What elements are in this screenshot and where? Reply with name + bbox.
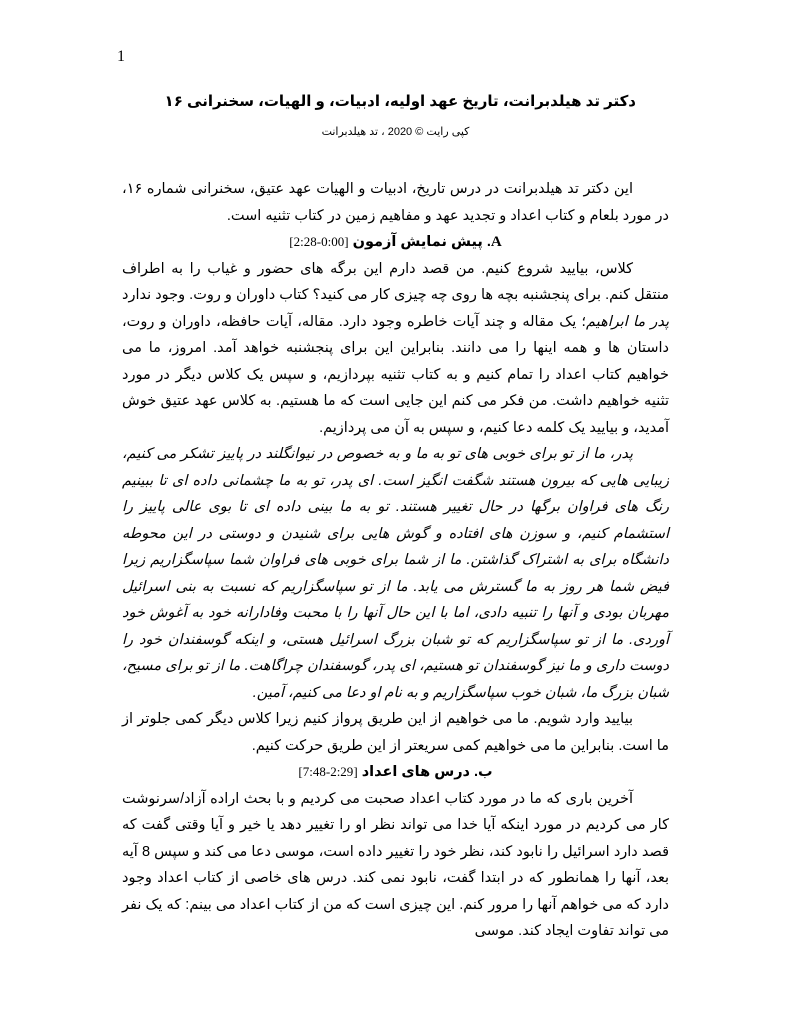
paragraph-3: آخرین باری که ما در مورد کتاب اعداد صحبت می کردیم و با بحث اراده آزاد/سرنوشت کار می کردیم در مورد اینکه آیا خدا می تواند نظر او را تغییر دهد یا خیر و آیا وقتی گفت که قصد دارد اسرائیل را نابود کند، نظر خود را تغییر داده است، موسی دعا می کند و سپس 8 آیه بعد، آنها را همانطور که در ابتدا گفت، نابود نمی کند. درس های خاصی از کتاب اعداد وجود دارد که می خواهم آنها را مرور کنم. این چیزی است که من از کتاب اعداد می بینم: که یک نفر می تواند تفاوت ایجاد کند. موسی [122,790,669,939]
document-body [122,176,669,945]
section-a-letter: A [490,234,502,250]
section-heading-b [122,759,669,786]
section-b-timestamp: [2:29-7:48] [298,764,358,779]
paragraph-1-end: ؛ یک مقاله و چند آیات خاطره وجود دارد. مقاله، آیات حافظه، داوران و روت، داستان ها و همه اینها را می دانند. بنابراین این برای پنجشنبه خواهد آمد. امروز، ما می خواهیم کتاب اعداد را تمام کنیم و به کتاب تثنیه بپردازیم، و سپس یک کلاس دیگر در مورد تثنیه خواهیم داشت. من فکر می کنم این جایی است که ما هستیم. به کلاس عهد عتیق خوش آمدید، و بیایید یک کلمه دعا کنیم، و سپس به آن می پردازیم. [122,313,669,436]
paragraph-1-italic: پدر ما ابراهیم [586,313,670,330]
paragraph-1-start: کلاس، بیایید شروع کنیم. من قصد دارم این برگه های حضور و غیاب را به اطراف منتقل کنم. برای پنجشنبه بچه ها روی چه چیزی کار می کنید؟ کتاب داوران و روت. وجود ندارد [122,260,669,303]
section-a-title: . پیش نمایش آزمون [352,234,491,250]
section-a-timestamp: [0:00-2:28] [289,234,349,249]
copyright-line: کپی رایت © 2020 ، تد هیلدبرانت [321,126,470,138]
paragraph-1 [122,256,669,442]
paragraph-2: بیایید وارد شویم. ما می خواهیم از این طریق پرواز کنیم زیرا کلاس دیگر کمی جلوتر از ما است. بنابراین ما می خواهیم کمی سریعتر از این طریق حرکت کنیم. [122,711,669,754]
document-title: دکتر تد هیلدبرانت، تاریخ عهد اولیه، ادبیات، و الهیات، سخنرانی ۱۶ [164,93,636,110]
section-b-title: ب. درس های اعداد [361,764,493,780]
prayer-paragraph: پدر، ما از تو برای خوبی های تو به ما و به خصوص در نیوانگلند در پاییز تشکر می کنیم، زیبایی هایی که بیرون هستند شگفت انگیز است. ای پدر، تو به ما چشمانی داده ای تا ببینیم رنگ های فراوان برگها در حال تغییر هستند. تو به ما بینی داده ای تا بوی عالی پاییز را استشمام کنیم، و سوزن های افتاده و گوش هایی برای شنیدن و دوستی در این محوطه دانشگاه برای به اشتراک گذاشتن. ما از شما برای خوبی های فراوان شما سپاسگزاریم زیرا فیض شما هر روز به ما گسترش می یابد. ما از تو سپاسگزاریم که نسبت به بنی اسرائیل مهربان بودی و آنها را تنبیه دادی، اما با این حال آنها را با محبت وفادارانه خود به آغوش خود آوردی. ما از تو سپاسگزاریم که تو شبان بزرگ اسرائیل هستی، و اینکه گوسفندان خود را دوست داری و ما نیز گوسفندان تو هستیم، ای پدر، گوسفندان چراگاهت. ما از تو برای مسیح، شبان بزرگ ما، شبان خوب سپاسگزاریم و به نام او دعا می کنیم، آمین. [122,446,669,701]
page-number: 1 [117,48,125,65]
section-heading-a [122,229,669,256]
intro-paragraph: این دکتر تد هیلدبرانت در درس تاریخ، ادبیات و الهیات عهد عتیق، سخنرانی شماره ۱۶، در مورد بلعام و کتاب اعداد و تجدید عهد و مفاهیم زمین در کتاب تثنیه است. [122,181,669,224]
